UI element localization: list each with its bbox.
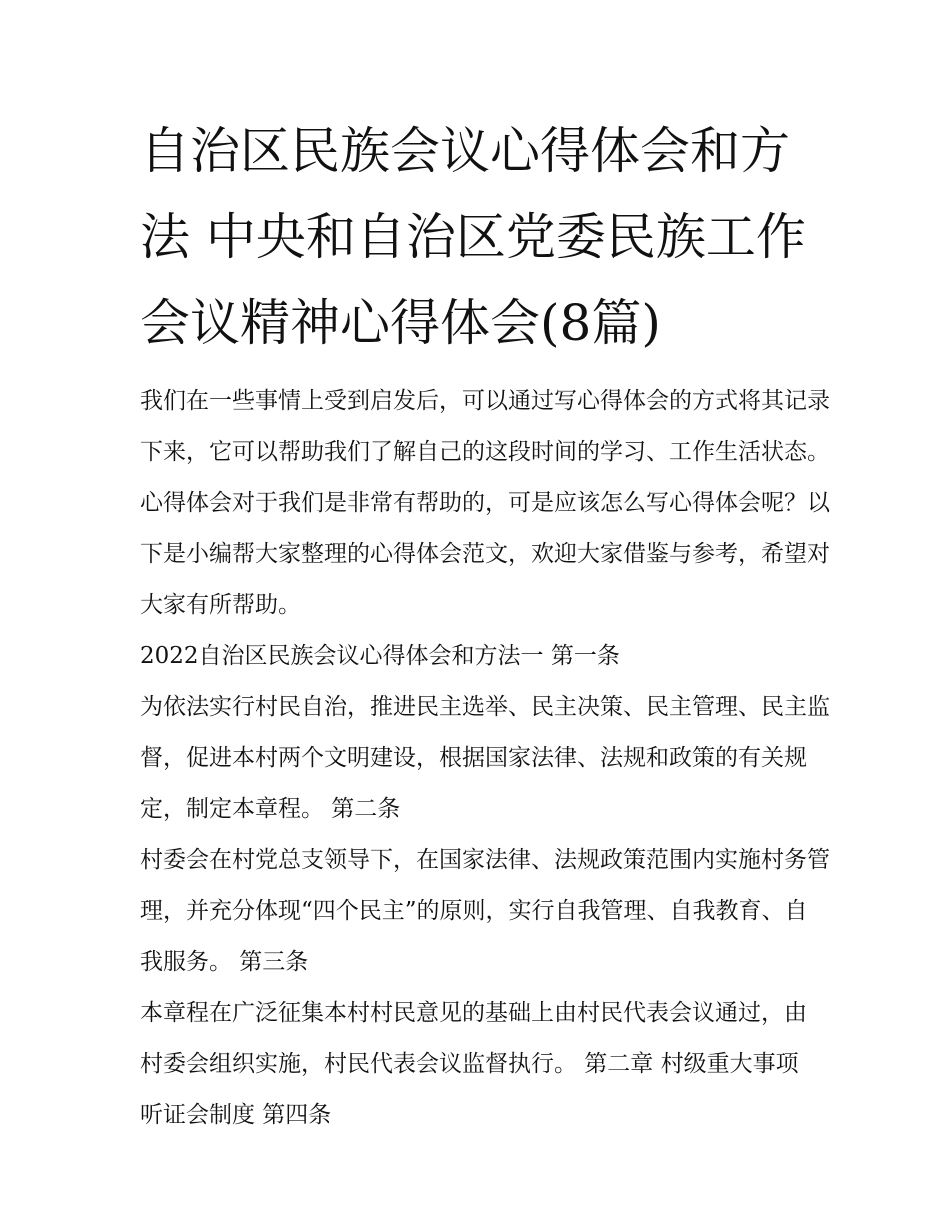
article-paragraph-3: 本章程在广泛征集本村村民意见的基础上由村民代表会议通过，由村委会组织实施，村民代表会议监督执行。 第二章 村级重大事项听证会制度 第四条 bbox=[140, 1000, 807, 1128]
section-heading: 2022自治区民族会议心得体会和方法一 第一条 bbox=[140, 643, 620, 669]
article-paragraph-2: 村委会在村党总支领导下，在国家法律、法规政策范围内实施村务管理，并充分体现“四个民主”的原则，实行自我管理、自我教育、自我服务。 第三条 bbox=[140, 847, 830, 975]
article-paragraph-1: 为依法实行村民自治，推进民主选举、民主决策、民主管理、民主监督，促进本村两个文明建设，根据国家法律、法规和政策的有关规定，制定本章程。 第二条 bbox=[140, 694, 830, 822]
document-body bbox=[140, 376, 830, 1141]
document-page bbox=[140, 108, 830, 1141]
intro-paragraph: 我们在一些事情上受到启发后，可以通过写心得体会的方式将其记录下来，它可以帮助我们了解自己的这段时间的学习、工作生活状态。心得体会对于我们是非常有帮助的，可是应该怎么写心得体会呢？以下是小编帮大家整理的心得体会范文，欢迎大家借鉴与参考，希望对大家有所帮助。 bbox=[140, 388, 830, 618]
document-title: 自治区民族会议心得体会和方法 中央和自治区党委民族工作会议精神心得体会(8篇) bbox=[140, 122, 806, 352]
